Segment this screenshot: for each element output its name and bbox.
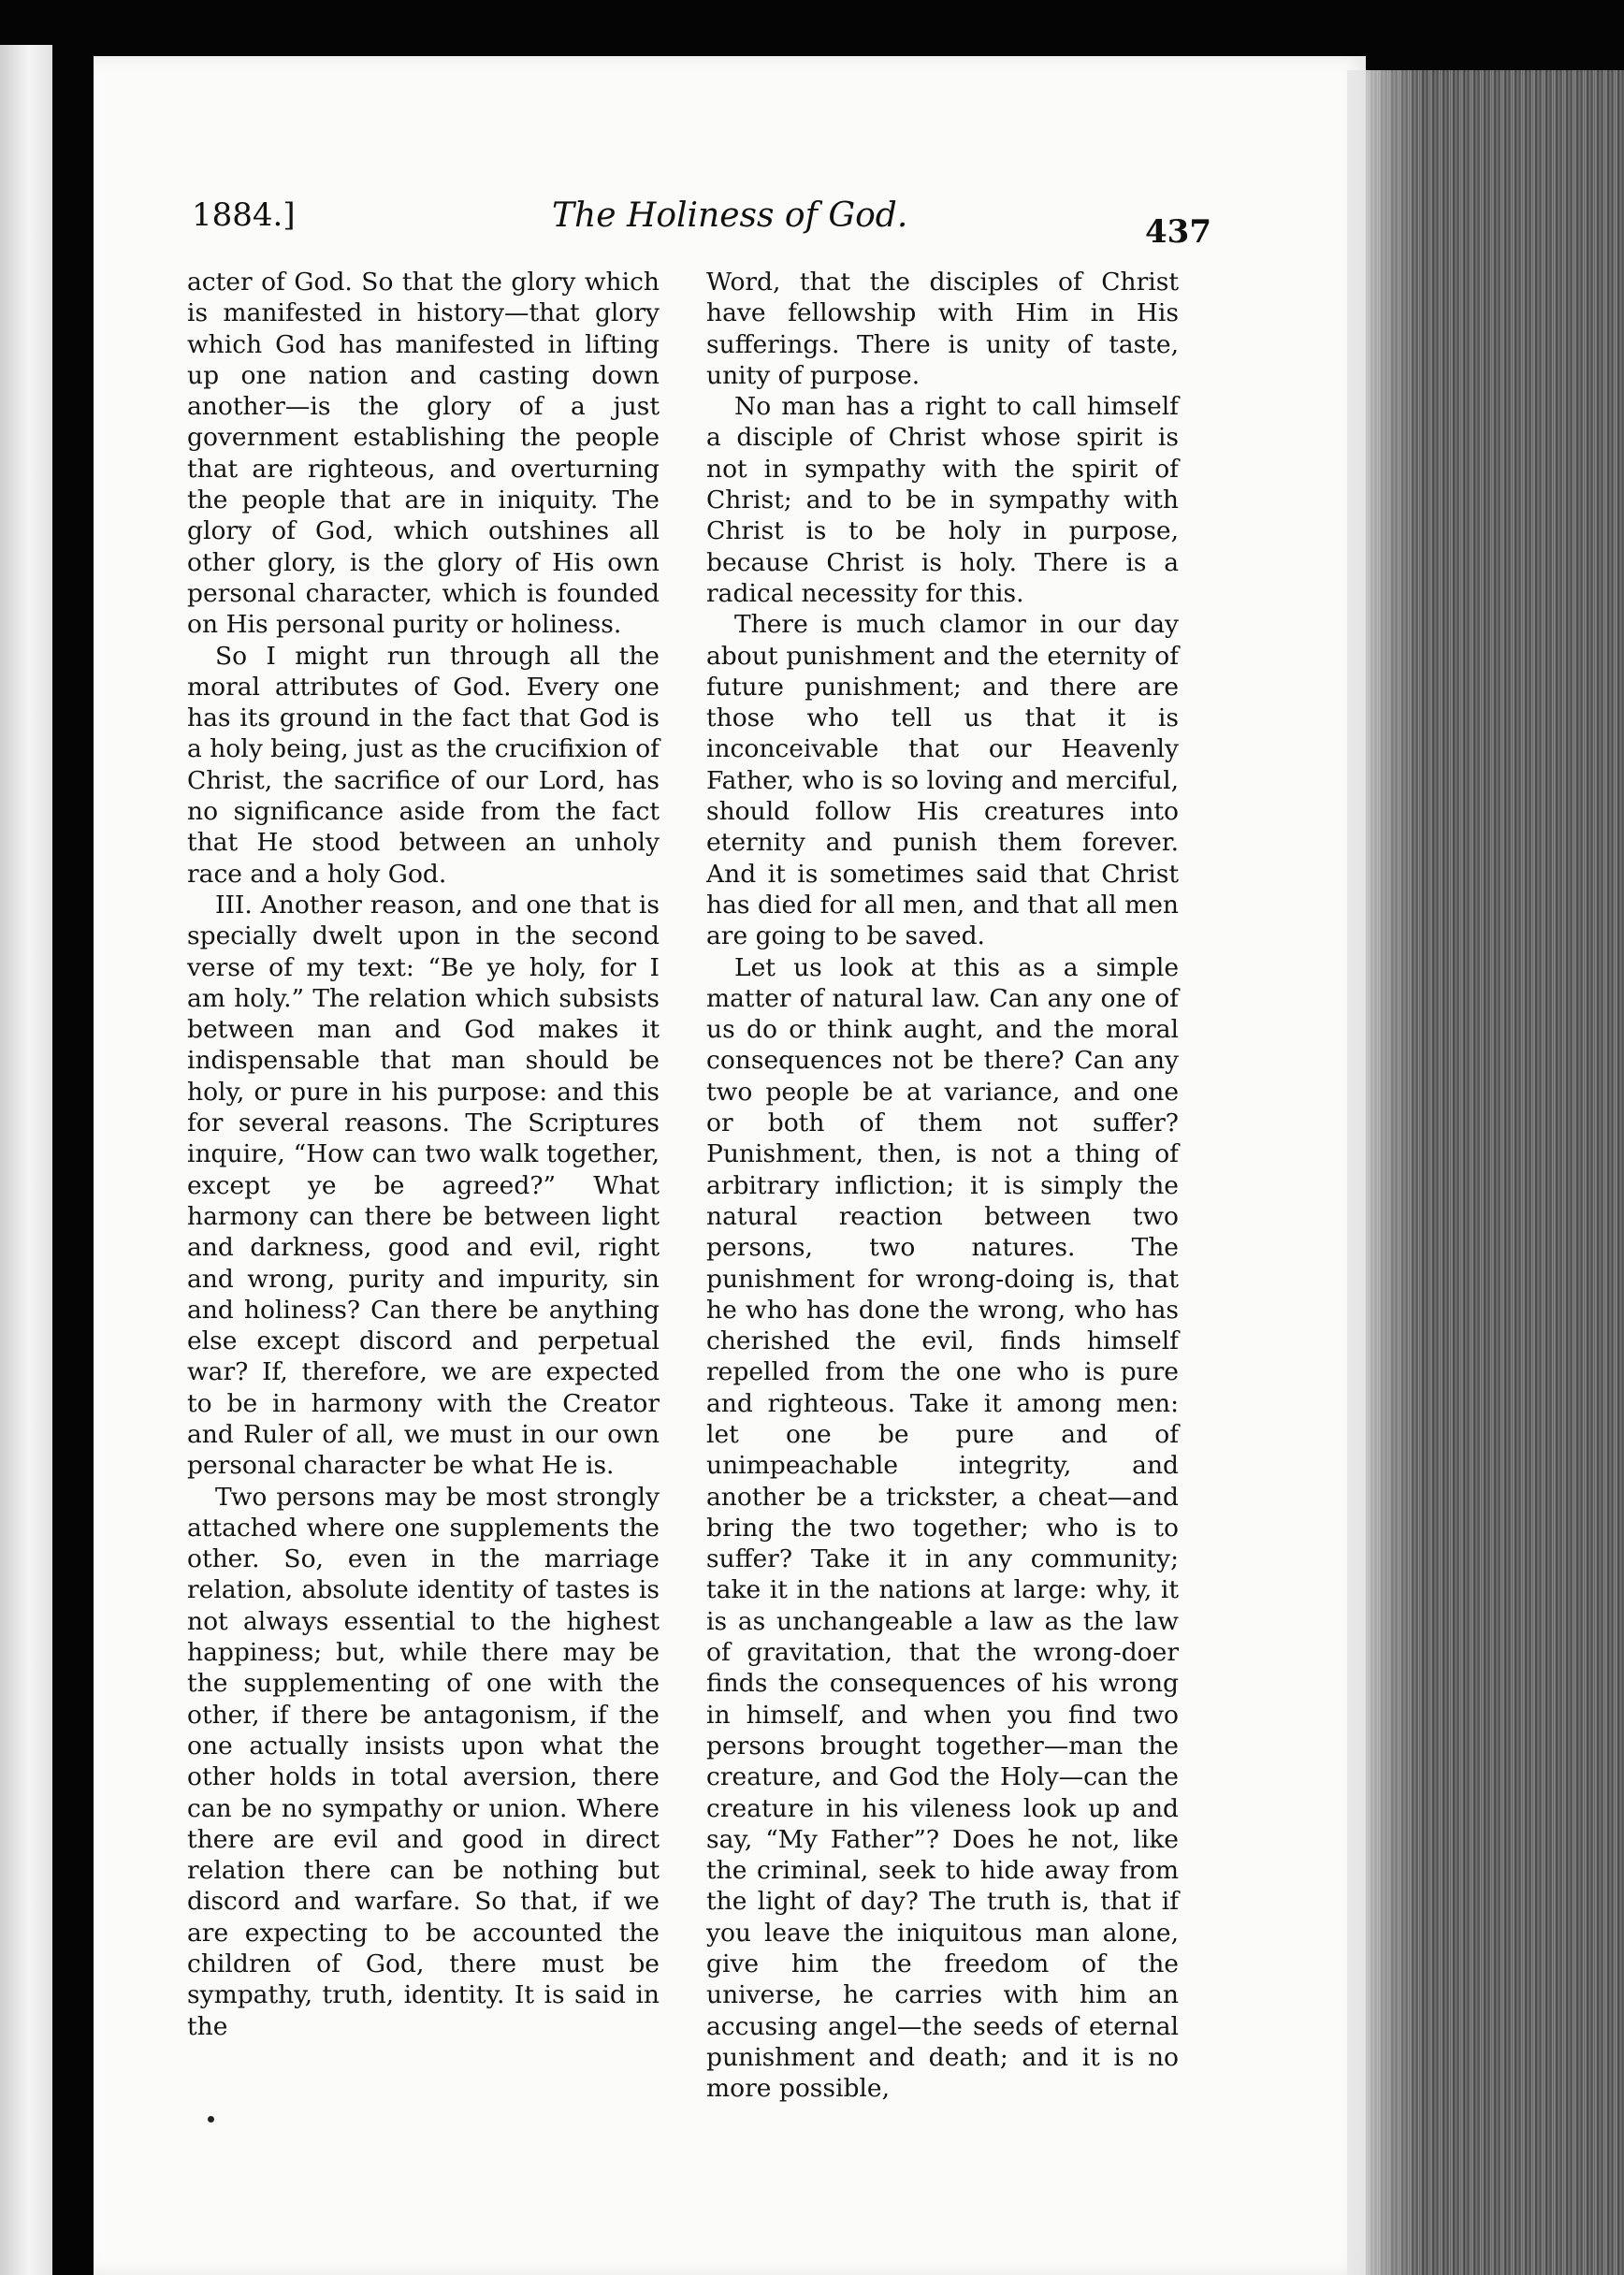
running-head-year: 1884.] [192,196,296,234]
paragraph: acter of God. So that the glory which is manifested in history—that glory which God has manifested in lifting up one nation and casting down another—is the glory of a just government establishing the people that are righteous, and overturning the people that are in iniquity. The glory of God, which outshines all other glory, is the glory of His own personal character, which is founded on His personal purity or holiness. [187,268,660,640]
paragraph: So I might run through all the moral attributes of God. Every one has its ground in the fact that God is a holy being, just as the crucifixion of Christ, the sacrifice of our Lord, has no significance aside from the fact that He stood between an unholy race and a holy God. [187,641,660,889]
paragraph: Word, that the disciples of Christ have fellowship with Him in His sufferings. There is unity of taste, unity of purpose. [706,268,1179,390]
ink-speck [208,2116,214,2123]
paragraph: III. Another reason, and one that is specially dwelt upon in the second verse of my text: “Be ye holy, for I am holy.” The relation which subsists between man and God makes it indispensable that man should be holy, or pure in his purpose: and this for several reasons. The Scriptures inquire, “How can two walk together, except ye be agreed?” What harmony can there be between light and darkness, good and evil, right and wrong, purity and impurity, sin and holiness? Can there be anything else except discord and perpetual war? If, therefore, we are expected to be in harmony with the Creator and Ruler of all, we must in our own personal character be what He is. [187,890,660,1481]
left-text-column [187,267,660,2042]
page-gutter-shadow [1347,70,1422,2275]
running-head [192,196,1211,253]
paragraph: No man has a right to call himself a disciple of Christ whose spirit is not in sympathy with the spirit of Christ; and to be in sympathy with Christ is to be holy in purpose, because Christ is holy. There is a radical necessity for this. [706,392,1179,608]
facing-page-edge [0,45,52,2275]
paragraph: Two persons may be most strongly attached where one supplements the other. So, even in the marriage relation, absolute identity of tastes is not always essential to the highest happiness; but, while there may be the supplementing of one with the other, if there be antagonism, if the one actually insists upon what the other holds in total aversion, there can be no sympathy or union. Where there are evil and good in direct relation there can be nothing but discord and warfare. So that, if we are expecting to be accounted the children of God, there must be sympathy, truth, identity. It is said in the [187,1482,660,2041]
page-number: 437 [1145,213,1211,251]
paragraph: There is much clamor in our day about punishment and the eternity of future punishment; and there are those who tell us that it is inconceivable that our Heavenly Father, who is so loving and merciful, should follow His creatures into eternity and punish them forever. And it is sometimes said that Christ has died for all men, and that all men are going to be saved. [706,610,1179,951]
paragraph: Let us look at this as a simple matter of natural law. Can any one of us do or think aught, and the moral consequences not be there? Can any two people be at variance, and one or both of them not suffer? Punishment, then, is not a thing of arbitrary infliction; it is simply the natural reaction between two persons, two natures. The punishment for wrong-doing is, that he who has done the wrong, who has cherished the evil, finds himself repelled from the one who is pure and righteous. Take it among men: let one be pure and of unimpeachable integrity, and another be a trickster, a cheat—and bring the two together; who is to suffer? Take it in any community; take it in the nations at large: why, it is as unchangeable a law as the law of gravitation, that the wrong-doer finds the consequences of his wrong in himself, and when you find two persons brought together—man the creature, and God the Holy—can the creature in his vileness look up and say, “My Father”? Does he not, like the criminal, seek to hide away from the light of day? The truth is, that if you leave the iniquitous man alone, give him the freedom of the universe, he carries with him an accusing angel—the seeds of eternal punishment and death; and it is no more possible, [706,952,1179,2104]
running-head-title: The Holiness of God. [552,196,908,235]
right-text-column [706,267,1179,2105]
